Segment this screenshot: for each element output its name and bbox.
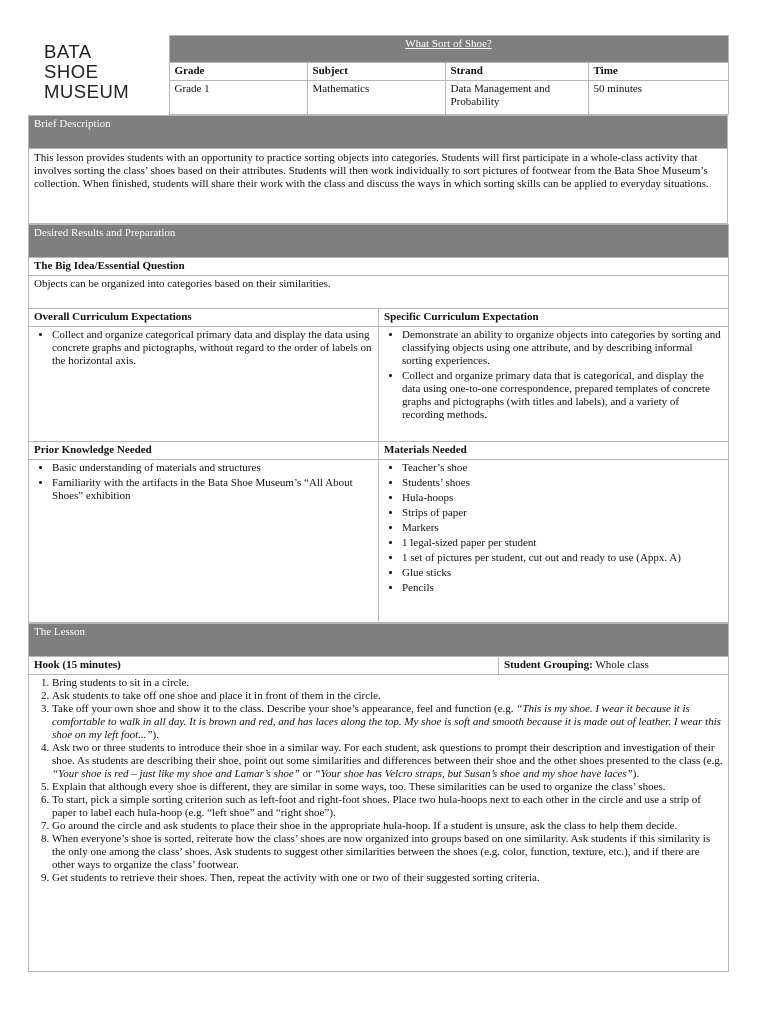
prior-knowledge-list-cell [29,460,379,623]
list-item: • Hula-hoops [402,492,723,505]
list-item: • Basic understanding of materials and structures [52,462,373,475]
brief-description-text: This lesson provides students with an opportunity to practice sorting objects into categories. Students will first participate in a whole-class activity that involves sorting the class’ shoes based on their attributes. Students will then work individually to sort pictures of footwear from the Bata Shoe Museum’s collection. When finished, students will share their work with the class and discuss the ways in which sorting skills can be applied to everyday situations. [29,149,728,224]
logo-line: MUSEUM [44,80,130,102]
desired-results-section [28,224,729,623]
list-item: • Demonstrate an ability to organize objects into categories by sorting and classifying objects using one attribute, and by describing informal sorting experiences. [402,329,723,368]
brief-description-heading: Brief Description [29,116,728,149]
list-item: 5. Explain that although every shoe is different, they are similar in some ways, too. These similarities can be used to organize the class’ shoes. [52,781,723,794]
logo-line: BATA [44,40,92,62]
desired-results-heading: Desired Results and Preparation [29,225,729,258]
materials-heading: Materials Needed [379,442,729,460]
overall-expectations-heading: Overall Curriculum Expectations [29,309,379,327]
list-item: • Collect and organize categorical primary data and display the data using concrete graphs and pictographs, without regard to the order of labels on the horizontal axis. [52,329,373,368]
hook-heading: Hook (15 minutes) [29,657,499,675]
list-item: • 1 legal-sized paper per student [402,537,723,550]
list-item: • Pencils [402,582,723,595]
logo-line: SHOE [44,60,99,82]
time-header: Time [588,63,728,81]
list-item: • Glue sticks [402,567,723,580]
step-text: ). [632,768,640,780]
lesson-section [28,623,729,972]
prior-knowledge-list [34,462,373,503]
big-idea-heading: The Big Idea/Essential Question [29,258,729,276]
museum-logo [28,36,169,115]
step-text: ). [152,729,159,741]
lesson-title: What Sort of Shoe? [169,36,728,63]
hook-steps-list [34,677,723,885]
time-value: 50 minutes [588,81,728,115]
grouping-label: Student Grouping: [504,659,593,671]
list-item [52,703,723,742]
example-quote: “Your shoe has Velcro straps, but Susan’s shoe and my shoe have laces” [314,768,633,780]
grouping-value: Whole class [595,659,649,671]
grade-header: Grade [169,63,307,81]
specific-expectations-list-cell [379,327,729,442]
list-item: • 1 set of pictures per student, cut out and ready to use (Appx. A) [402,552,723,565]
list-item: 9. Get students to retrieve their shoes. Then, repeat the activity with one or two of their suggested sorting criteria. [52,872,723,885]
list-item: • Markers [402,522,723,535]
example-quote: “Your shoe is red – just like my shoe and Lamar’s shoe” [52,768,300,780]
list-item: 6. To start, pick a simple sorting criterion such as left-foot and right-foot shoes. Place two hula-hoops next to each other in the circle and use a strip of paper to label each hula-hoop (e.g. “left shoe” and “right shoe”). [52,794,723,820]
list-item: 2. Ask students to take off one shoe and place it in front of them in the circle. [52,690,723,703]
lesson-plan-page [28,35,728,972]
student-grouping [499,657,729,675]
big-idea-text: Objects can be organized into categories based on their similarities. [29,276,729,309]
lesson-heading: The Lesson [29,624,729,657]
specific-expectations-list [384,329,723,422]
strand-header: Strand [445,63,588,81]
header-table [28,35,729,115]
brief-description-section [28,115,728,224]
overall-expectations-list [34,329,373,368]
prior-knowledge-heading: Prior Knowledge Needed [29,442,379,460]
materials-list-cell [379,460,729,623]
overall-expectations-list-cell [29,327,379,442]
list-item: • Teacher’s shoe [402,462,723,475]
strand-value: Data Management and Probability [445,81,588,115]
specific-expectations-heading: Specific Curriculum Expectation [379,309,729,327]
list-item [52,742,723,781]
materials-list [384,462,723,595]
subject-value: Mathematics [307,81,445,115]
hook-steps-cell [29,675,729,972]
example-quote: “This is my shoe. I wear it because it is comfortable to walk in all day. It is brown and red, and has laces along the top. My shoe is soft and smooth because it is made out of leather. I wear this shoe on my left foot...” [52,703,721,741]
list-item: • Students’ shoes [402,477,723,490]
list-item: • Strips of paper [402,507,723,520]
list-item: • Familiarity with the artifacts in the Bata Shoe Museum’s “All About Shoes” exhibition [52,477,373,503]
list-item: 8. When everyone’s shoe is sorted, reiterate how the class’ shoes are now organized into groups based on one similarity. Ask students if this similarity is the only one among the class’ shoes. Ask students to suggest other similarities between the shoes (e.g. color, function, texture, etc.), and if there are other ways to organize the class’ footwear. [52,833,723,872]
list-item: • Collect and organize primary data that is categorical, and display the data using one-to-one correspondence, prepared templates of concrete graphs and pictographs (with titles and labels), and a variety of recording methods. [402,370,723,422]
step-text: or [299,768,315,780]
list-item: 7. Go around the circle and ask students to place their shoe in the appropriate hula-hoop. If a student is unsure, ask the class to help them decide. [52,820,723,833]
step-text: Take off your own shoe and show it to the class. Describe your shoe’s appearance, feel and function (e.g. [52,703,517,715]
grade-value: Grade 1 [169,81,307,115]
list-item: 1. Bring students to sit in a circle. [52,677,723,690]
step-text: Ask two or three students to introduce their shoe in a similar way. For each student, ask questions to prompt their description and investigation of their shoe. As students are describing their shoe, point out some similarities and differences between their shoe and the other shoes presented to the class (e.g. [52,742,723,767]
subject-header: Subject [307,63,445,81]
